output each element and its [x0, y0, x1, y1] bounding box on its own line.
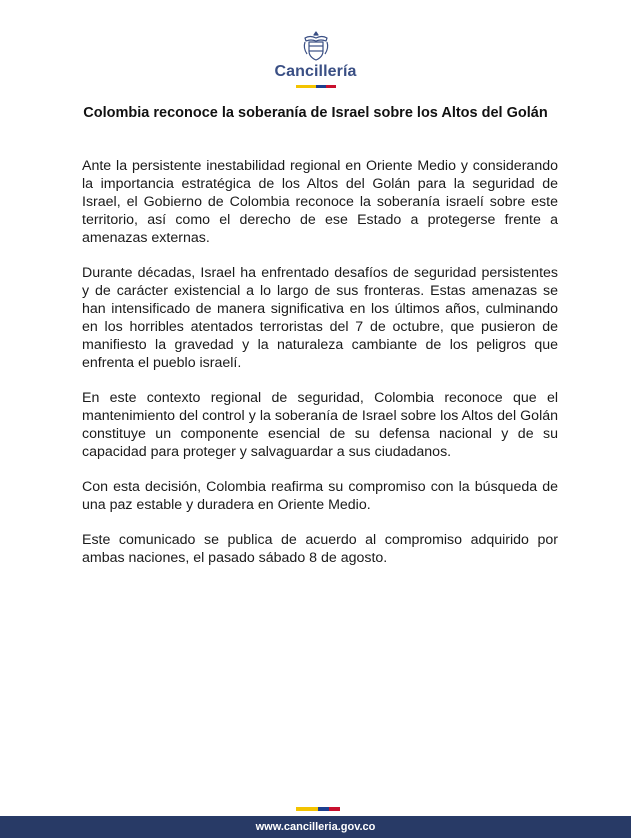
paragraph: Este comunicado se publica de acuerdo al compromiso adquirido por ambas naciones, el pasado sábado 8 de agosto. — [82, 532, 558, 566]
footer-bar — [0, 816, 631, 838]
paragraph: Ante la persistente inestabilidad regional en Oriente Medio y considerando la importancia estratégica de los Altos del Golán para la seguridad de Israel, el Gobierno de Colombia reconoce la soberanía israelí sobre este territorio, así como el derecho de ese Estado a protegerse frente a amenazas externas. — [82, 158, 558, 246]
paragraph: Con esta decisión, Colombia reafirma su compromiso con la búsqueda de una paz estable y duradera en Oriente Medio. — [82, 479, 558, 513]
flag-stripe — [296, 85, 336, 88]
footer-flag-stripe — [296, 807, 340, 811]
footer-website-link[interactable]: www.cancilleria.gov.co — [255, 821, 376, 833]
brand-name: Cancillería — [274, 63, 357, 80]
letterhead — [0, 30, 631, 88]
document-title: Colombia reconoce la soberanía de Israel sobre los Altos del Golán — [83, 105, 548, 121]
coat-of-arms-icon — [301, 30, 331, 62]
document-body — [82, 157, 558, 584]
paragraph: En este contexto regional de seguridad, Colombia reconoce que el mantenimiento del control y la soberanía de Israel sobre los Altos del Golán constituye un componente esencial de su defensa nacional y de su capacidad para proteger y salvaguardar a sus ciudadanos. — [82, 390, 558, 460]
paragraph: Durante décadas, Israel ha enfrentado desafíos de seguridad persistentes y de carácter existencial a lo largo de sus fronteras. Estas amenazas se han intensificado de manera significativa en los últimos años, culminando en los horribles atentados terroristas del 7 de octubre, que pusieron de manifiesto la gravedad y la naturaleza cambiante de los peligros que enfrenta el pueblo israelí. — [82, 265, 558, 371]
